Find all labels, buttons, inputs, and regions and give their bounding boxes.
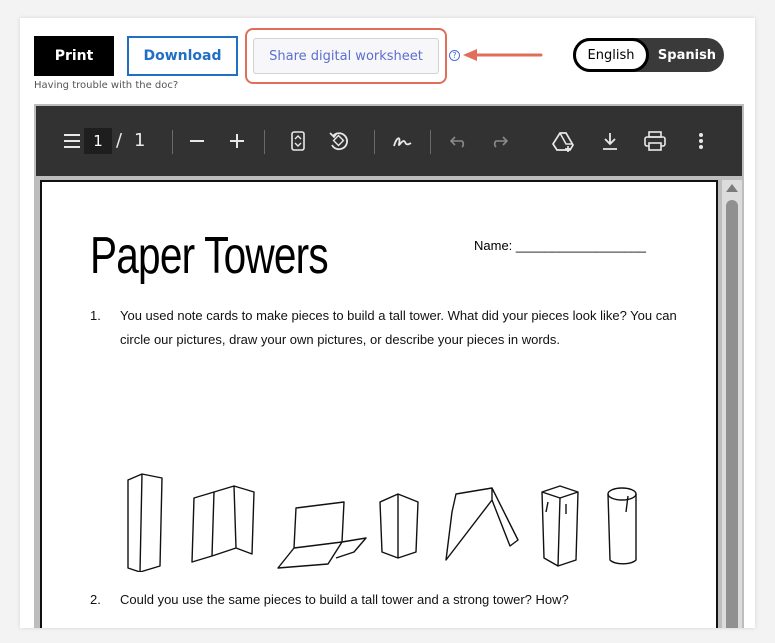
language-toggle[interactable] [573,38,724,72]
signature-icon[interactable] [392,132,414,152]
toolbar-divider [374,130,375,154]
pdf-viewer [34,104,744,628]
menu-icon[interactable] [64,133,82,149]
language-option-spanish[interactable]: Spanish [657,47,717,63]
page-separator: / [116,130,123,151]
v-fold-sketch [380,494,418,558]
redo-icon[interactable] [490,134,508,148]
total-pages: 1 [134,130,146,151]
toolbar-divider [430,130,431,154]
download-icon[interactable] [601,131,619,151]
scrollbar[interactable] [722,180,742,628]
rotate-icon[interactable] [328,130,350,152]
fit-page-icon[interactable] [291,131,305,151]
triangle-prism-sketch [542,486,578,566]
toolbar-divider [172,130,173,154]
print-button[interactable]: Print [34,36,114,76]
name-field-label: Name: __________________ [474,238,647,253]
help-icon[interactable]: ? [449,50,460,61]
print-icon[interactable] [644,131,666,151]
document-title: Paper Towers [90,227,328,285]
page-number-input[interactable]: 1 [84,128,112,154]
toolbar-divider [264,130,265,154]
share-highlight-box [245,28,447,84]
download-button[interactable]: Download [127,36,238,76]
question-number: 1. [90,308,101,323]
tent-fold-sketch [446,488,518,560]
language-option-english[interactable]: English [573,38,649,72]
pdf-toolbar [36,106,742,176]
question-text: You used note cards to make pieces to build a tall tower. What did your pieces look like? You can circle our pictures, draw your own pictures, or describe your pieces in words. [120,308,677,347]
question-text: Could you use the same pieces to build a tall tower and a strong tower? How? [120,592,569,607]
undo-icon[interactable] [450,134,468,148]
l-base-fold-sketch [278,502,366,568]
worksheet-card [20,18,755,628]
scroll-up-icon[interactable] [726,184,738,192]
question-number: 2. [90,592,101,607]
zoom-in-icon[interactable] [230,134,244,148]
trouble-text: Having trouble with the doc? [34,80,179,91]
cylinder-sketch [608,488,636,564]
pdf-page [40,180,718,628]
scrollbar-thumb[interactable] [726,200,738,628]
drive-add-icon[interactable] [552,131,576,153]
zoom-out-icon[interactable] [190,140,204,143]
tall-fold-sketch [128,474,162,572]
share-digital-worksheet-button[interactable]: Share digital worksheet [253,38,439,74]
zigzag-fold-sketch [192,486,254,562]
paper-pieces-illustration [122,472,662,572]
arrow-icon [461,48,545,62]
more-vert-icon[interactable] [698,132,704,150]
